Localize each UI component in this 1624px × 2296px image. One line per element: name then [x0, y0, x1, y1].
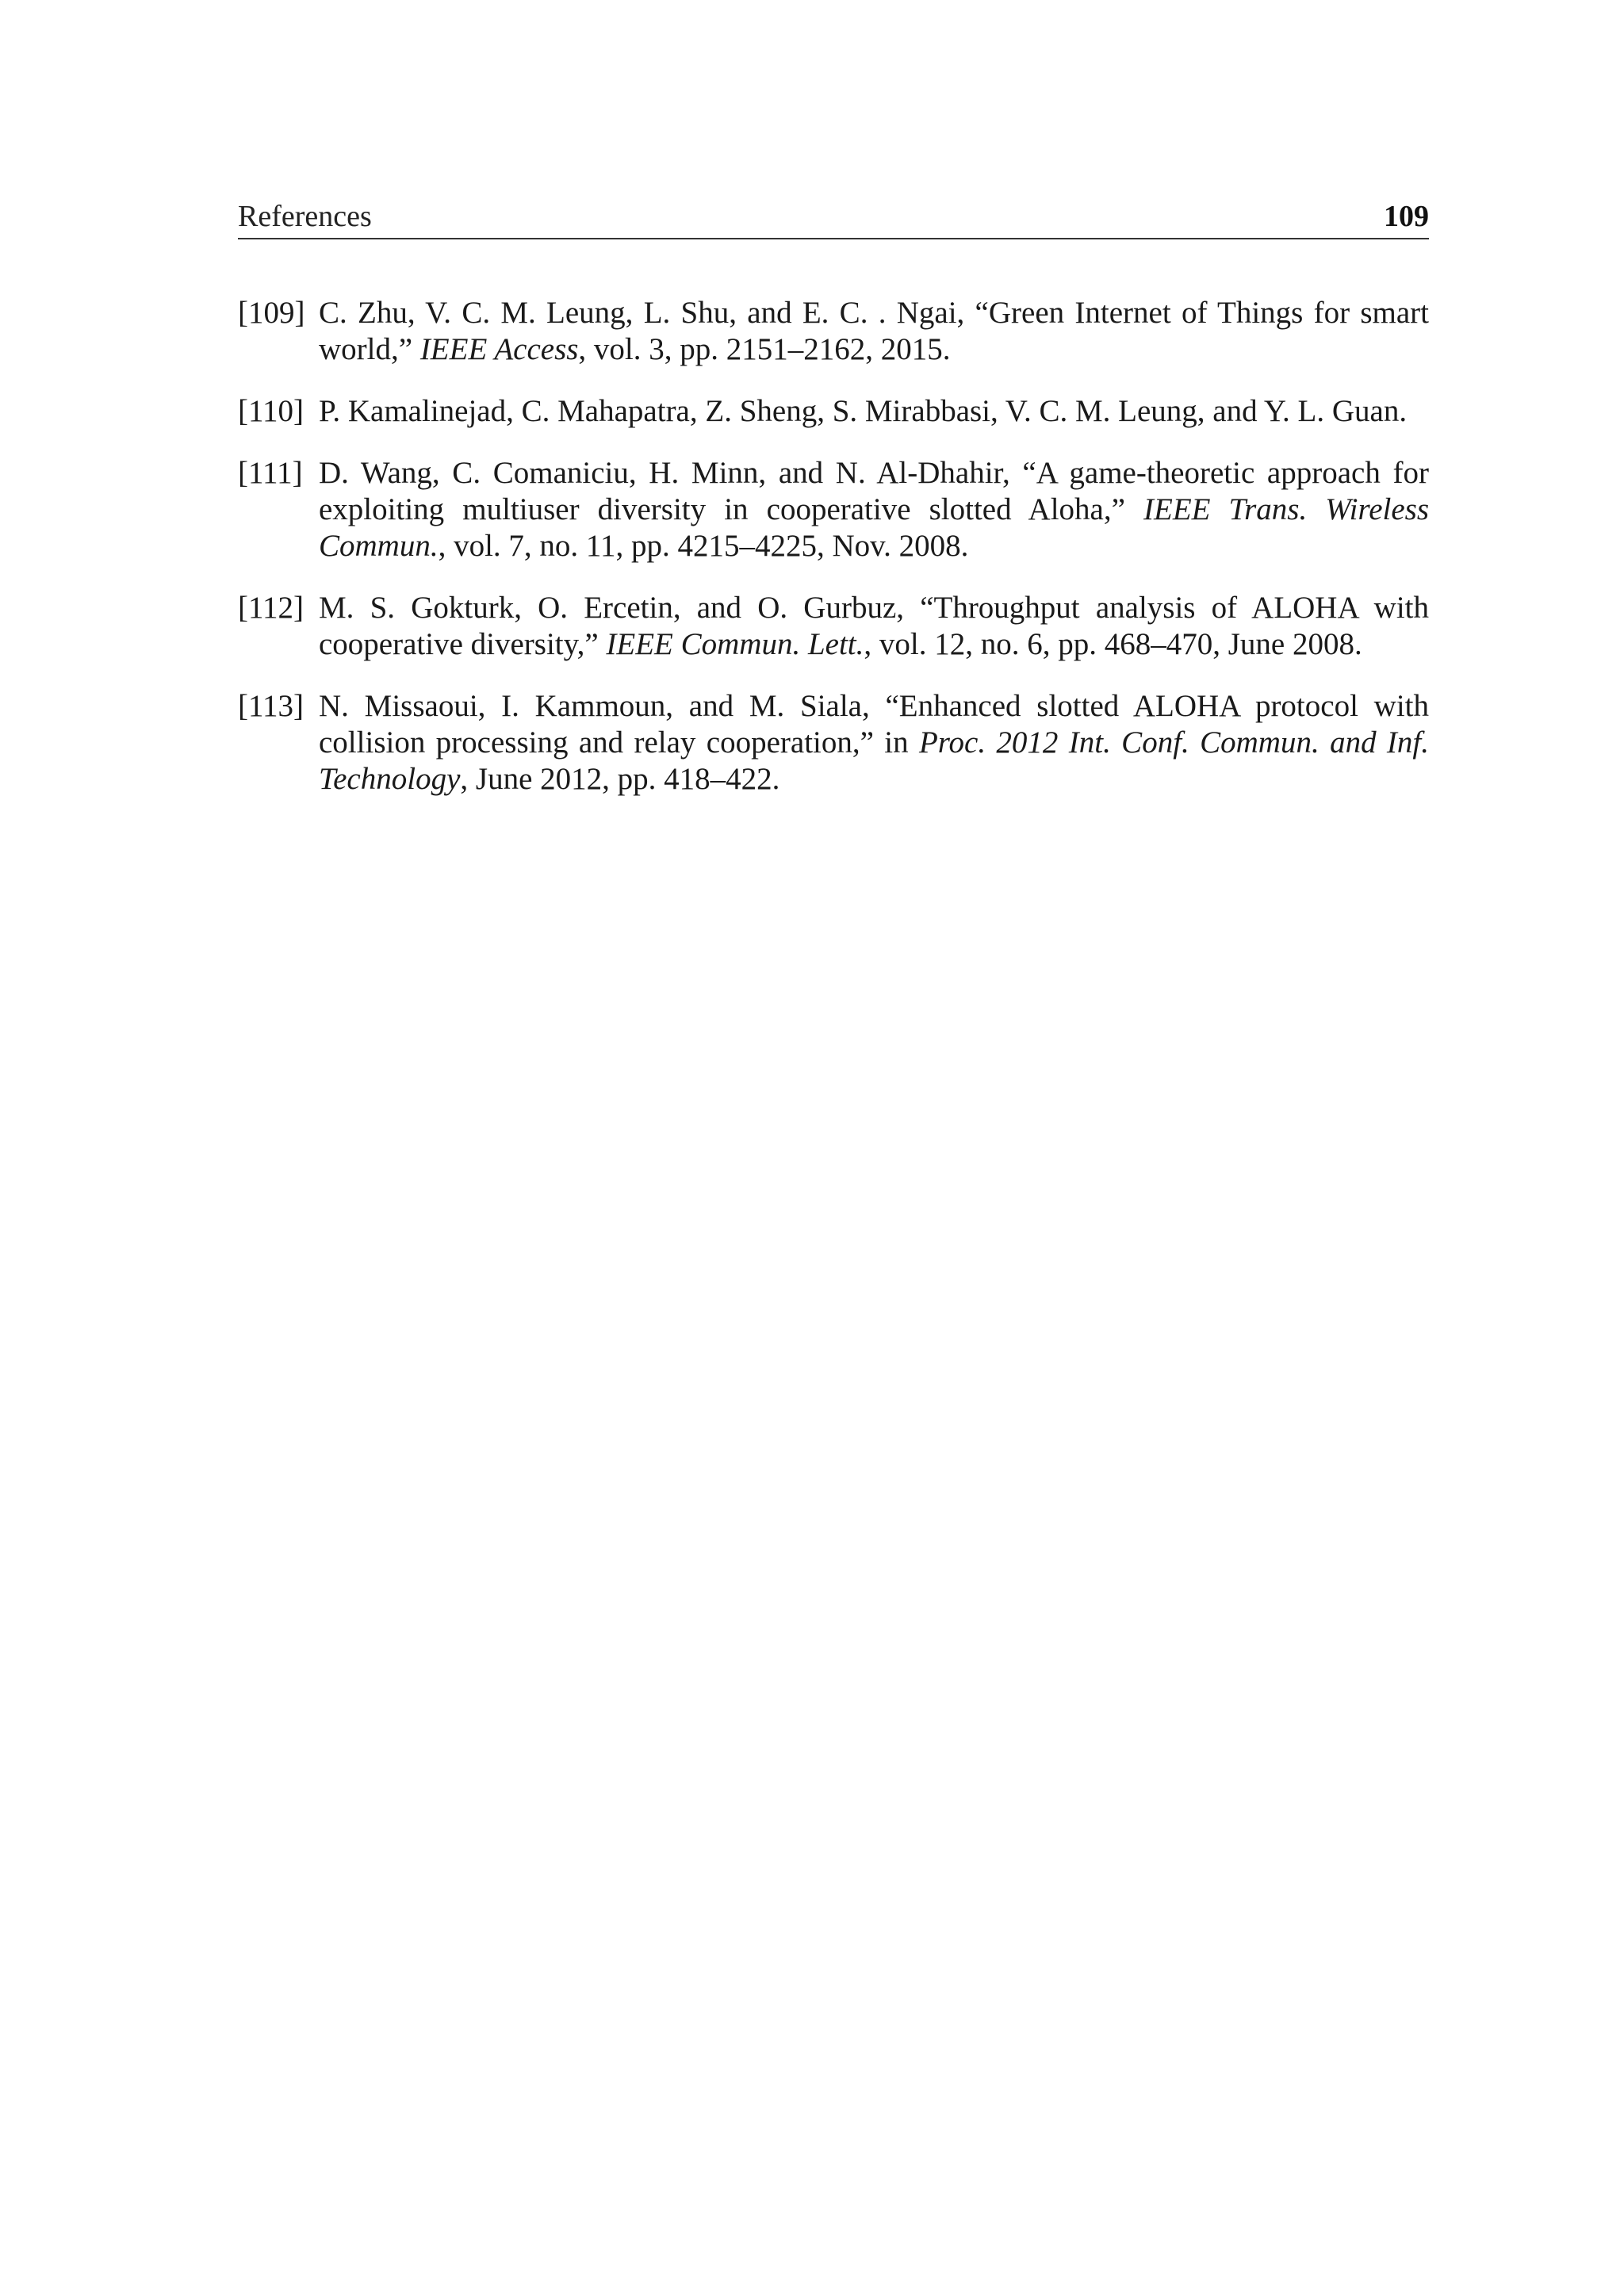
reference-text-segment: D. Wang, C. Comaniciu, H. Minn, and N. Al-Dhahir, “A game-theoretic approach for exploiting multiuser diversity in cooperative slotted Aloha,” — [319, 456, 1429, 526]
reference-text-segment: C. Zhu, V. C. M. Leung, L. Shu, and E. C. . Ngai, “Green Internet of Things for smart world,” — [319, 296, 1429, 366]
reference-list — [238, 295, 1429, 823]
header-page-number: 109 — [1384, 200, 1429, 233]
reference-text-segment: M. S. Gokturk, O. Ercetin, and O. Gurbuz, “Throughput analysis of ALOHA with cooperative diversity,” — [319, 591, 1429, 661]
reference-text-segment: , June 2012, pp. 418–422. — [460, 762, 780, 796]
reference-text-segment: N. Missaoui, I. Kammoun, and M. Siala, “Enhanced slotted ALOHA protocol with collision processing and relay cooperation,” in — [319, 689, 1429, 760]
header-section-title: References — [238, 200, 372, 233]
reference-venue: IEEE Trans. Wireless Commun. — [319, 492, 1429, 563]
reference-entry — [238, 393, 1429, 430]
reference-entry — [238, 688, 1429, 798]
reference-venue: IEEE Commun. Lett. — [606, 627, 864, 661]
reference-entry — [238, 590, 1429, 663]
reference-number: [112] — [238, 591, 304, 625]
reference-number: [111] — [238, 456, 303, 490]
reference-venue: IEEE Access — [419, 332, 579, 366]
reference-entry — [238, 295, 1429, 368]
reference-text-segment: , vol. 7, no. 11, pp. 4215–4225, Nov. 2008. — [438, 529, 969, 563]
reference-entry — [238, 455, 1429, 564]
reference-text — [319, 590, 1429, 663]
reference-text-segment: , vol. 12, no. 6, pp. 468–470, June 2008. — [864, 627, 1362, 661]
reference-text-segment: P. Kamalinejad, C. Mahapatra, Z. Sheng, S. Mirabbasi, V. C. M. Leung, and Y. L. Guan. — [319, 394, 1408, 428]
reference-text — [319, 295, 1429, 368]
reference-text — [319, 393, 1429, 430]
reference-number: [110] — [238, 394, 304, 428]
reference-number: [113] — [238, 689, 304, 723]
running-header — [238, 195, 1429, 239]
reference-venue: Proc. 2012 Int. Conf. Commun. and Inf. Technology — [319, 725, 1429, 796]
reference-text-segment: , vol. 3, pp. 2151–2162, 2015. — [578, 332, 951, 366]
reference-text — [319, 688, 1429, 798]
reference-number: [109] — [238, 296, 305, 330]
reference-text — [319, 455, 1429, 564]
